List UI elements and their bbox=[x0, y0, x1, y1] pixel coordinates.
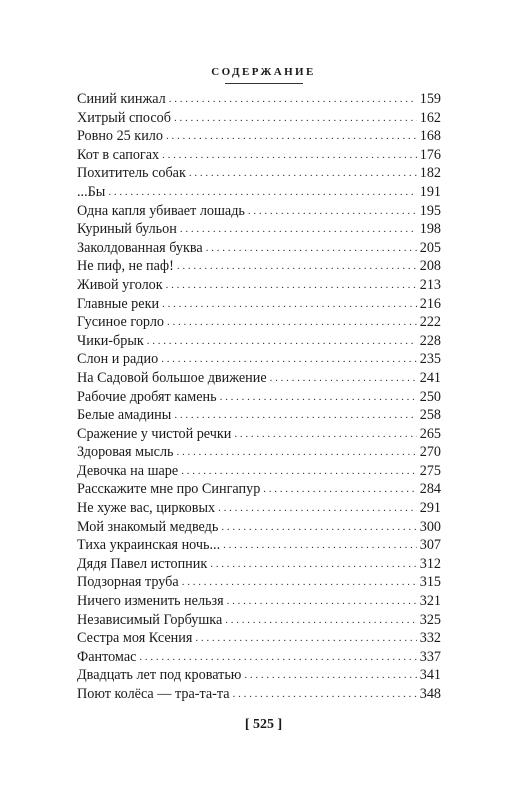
toc-entry bbox=[77, 388, 441, 407]
toc-entry-title: Ничего изменить нельзя bbox=[77, 593, 224, 610]
toc-entry bbox=[77, 629, 441, 648]
dot-leader bbox=[147, 332, 417, 351]
toc-entry-page: 198 bbox=[419, 221, 441, 238]
toc-entry bbox=[77, 276, 441, 295]
toc-entry-title: Рабочие дробят камень bbox=[77, 388, 217, 405]
toc-entry bbox=[77, 648, 441, 667]
dot-leader bbox=[169, 90, 417, 109]
toc-entry-page: 159 bbox=[419, 91, 441, 107]
title-underline bbox=[225, 83, 303, 84]
toc-entry-title: ...Бы bbox=[77, 183, 106, 200]
dot-leader bbox=[220, 388, 417, 407]
toc-entry-title: Подзорная труба bbox=[77, 574, 179, 591]
dot-leader bbox=[174, 406, 416, 425]
toc-entry bbox=[77, 109, 441, 128]
toc-entry-page: 176 bbox=[419, 146, 441, 163]
toc-entry-page: 337 bbox=[419, 648, 441, 665]
dot-leader bbox=[210, 555, 416, 574]
toc-entry-title: Сестра моя Ксения bbox=[77, 630, 193, 647]
toc-entry-title: Двадцать лет под кроватью bbox=[77, 667, 242, 684]
toc-entry bbox=[77, 350, 441, 369]
toc-entry bbox=[77, 146, 441, 165]
toc-entry-title: Девочка на шаре bbox=[77, 462, 179, 479]
toc-entry-page: 191 bbox=[419, 183, 441, 200]
toc-entry-title: Чики-брык bbox=[77, 332, 144, 349]
toc-entry-page: 250 bbox=[419, 388, 441, 405]
toc-entry-title: Независимый Горбушка bbox=[77, 611, 223, 628]
dot-leader bbox=[166, 127, 417, 146]
page-title: СОДЕРЖАНИЕ bbox=[211, 66, 316, 78]
toc-entry-page: 291 bbox=[419, 500, 441, 517]
dot-leader bbox=[167, 313, 417, 332]
toc-entry-title: Заколдованная буква bbox=[77, 239, 203, 256]
toc-entry-page: 162 bbox=[419, 109, 441, 126]
dot-leader bbox=[162, 146, 417, 165]
toc-entry-title: Слон и радио bbox=[77, 351, 159, 368]
toc-entry-title: На Садовой большое движение bbox=[77, 369, 267, 386]
toc-entry-page: 235 bbox=[419, 351, 441, 368]
toc-entry-page: 307 bbox=[419, 537, 441, 554]
toc-entry bbox=[77, 313, 441, 332]
dot-leader bbox=[166, 276, 417, 295]
dot-leader bbox=[162, 295, 417, 314]
dot-leader bbox=[218, 499, 417, 518]
toc-entry-page: 228 bbox=[419, 332, 441, 349]
dot-leader bbox=[180, 220, 417, 239]
toc-entry-page: 321 bbox=[419, 593, 441, 610]
dot-leader bbox=[177, 257, 417, 276]
toc-entry bbox=[77, 239, 441, 258]
dot-leader bbox=[263, 480, 416, 499]
table-of-contents bbox=[77, 90, 441, 704]
dot-leader bbox=[225, 611, 416, 630]
toc-entry bbox=[77, 462, 441, 481]
toc-entry bbox=[77, 257, 441, 276]
toc-entry-title: Гусиное горло bbox=[77, 314, 164, 331]
toc-entry-page: 348 bbox=[419, 686, 441, 702]
toc-entry-page: 222 bbox=[419, 314, 441, 331]
dot-leader bbox=[181, 462, 417, 481]
toc-entry-title: Мой знакомый медведь bbox=[77, 518, 219, 535]
toc-entry-page: 208 bbox=[419, 258, 441, 275]
toc-entry bbox=[77, 164, 441, 183]
toc-entry-title: Дядя Павел истопник bbox=[77, 555, 208, 572]
toc-entry-page: 284 bbox=[419, 481, 441, 498]
dot-leader bbox=[195, 629, 416, 648]
toc-entry-page: 265 bbox=[419, 425, 441, 442]
toc-entry-title: Здоровая мысль bbox=[77, 444, 174, 461]
toc-entry bbox=[77, 480, 441, 499]
toc-entry-page: 195 bbox=[419, 202, 441, 219]
toc-entry bbox=[77, 518, 441, 537]
page-header bbox=[0, 62, 527, 84]
toc-entry bbox=[77, 295, 441, 314]
toc-entry bbox=[77, 499, 441, 518]
toc-entry bbox=[77, 369, 441, 388]
toc-entry-title: Тиха украинская ночь... bbox=[77, 537, 221, 554]
dot-leader bbox=[223, 536, 417, 555]
toc-entry-title: Фантомас bbox=[77, 648, 137, 665]
toc-entry-title: Не хуже вас, цирковых bbox=[77, 500, 216, 517]
toc-entry-title: Куриный бульон bbox=[77, 221, 177, 238]
toc-entry-title: Хитрый способ bbox=[77, 109, 171, 126]
toc-entry-title: Расскажите мне про Сингапур bbox=[77, 481, 261, 498]
toc-entry-page: 241 bbox=[419, 369, 441, 386]
toc-entry bbox=[77, 183, 441, 202]
toc-entry-page: 216 bbox=[419, 295, 441, 312]
toc-entry-page: 300 bbox=[419, 518, 441, 535]
toc-entry-title: Главные реки bbox=[77, 295, 160, 312]
dot-leader bbox=[139, 648, 416, 667]
toc-entry bbox=[77, 536, 441, 555]
dot-leader bbox=[177, 443, 417, 462]
toc-entry-title: Сражение у чистой речки bbox=[77, 425, 232, 442]
toc-entry bbox=[77, 555, 441, 574]
toc-entry-title: Похититель собак bbox=[77, 165, 186, 182]
toc-entry bbox=[77, 573, 441, 592]
dot-leader bbox=[182, 573, 417, 592]
toc-entry-title: Ровно 25 кило bbox=[77, 128, 163, 145]
toc-entry-title: Белые амадины bbox=[77, 407, 172, 424]
toc-entry bbox=[77, 592, 441, 611]
toc-entry-title: Не пиф, не паф! bbox=[77, 258, 174, 275]
toc-entry-page: 168 bbox=[419, 128, 441, 145]
dot-leader bbox=[189, 164, 417, 183]
toc-entry bbox=[77, 90, 441, 109]
toc-entry-title: Одна капля убивает лошадь bbox=[77, 202, 245, 219]
toc-entry-page: 275 bbox=[419, 462, 441, 479]
toc-entry bbox=[77, 685, 441, 704]
toc-entry-page: 332 bbox=[419, 630, 441, 647]
toc-entry bbox=[77, 127, 441, 146]
toc-entry-page: 270 bbox=[419, 444, 441, 461]
dot-leader bbox=[227, 592, 417, 611]
dot-leader bbox=[233, 685, 417, 704]
toc-entry-title: Кот в сапогах bbox=[77, 146, 160, 163]
toc-entry-page: 213 bbox=[419, 276, 441, 293]
toc-entry bbox=[77, 425, 441, 444]
dot-leader bbox=[244, 666, 416, 685]
toc-entry bbox=[77, 202, 441, 221]
dot-leader bbox=[270, 369, 417, 388]
toc-entry-page: 341 bbox=[419, 667, 441, 684]
toc-entry-page: 315 bbox=[419, 574, 441, 591]
dot-leader bbox=[234, 425, 416, 444]
toc-entry-page: 258 bbox=[419, 407, 441, 424]
dot-leader bbox=[174, 109, 417, 128]
dot-leader bbox=[221, 518, 416, 537]
dot-leader bbox=[161, 350, 417, 369]
toc-entry-page: 182 bbox=[419, 165, 441, 182]
toc-entry-title: Поют колёса — тра-та-та bbox=[77, 686, 230, 702]
toc-entry-title: Синий кинжал bbox=[77, 91, 166, 107]
toc-entry-page: 312 bbox=[419, 555, 441, 572]
toc-entry bbox=[77, 666, 441, 685]
toc-entry bbox=[77, 443, 441, 462]
toc-entry bbox=[77, 611, 441, 630]
toc-entry-title: Живой уголок bbox=[77, 276, 163, 293]
toc-entry bbox=[77, 220, 441, 239]
dot-leader bbox=[206, 239, 417, 258]
toc-entry-page: 205 bbox=[419, 239, 441, 256]
dot-leader bbox=[108, 183, 416, 202]
toc-entry bbox=[77, 406, 441, 425]
toc-entry bbox=[77, 332, 441, 351]
dot-leader bbox=[248, 202, 417, 221]
page-number: [ 525 ] bbox=[244, 717, 283, 732]
toc-entry-page: 325 bbox=[419, 611, 441, 628]
